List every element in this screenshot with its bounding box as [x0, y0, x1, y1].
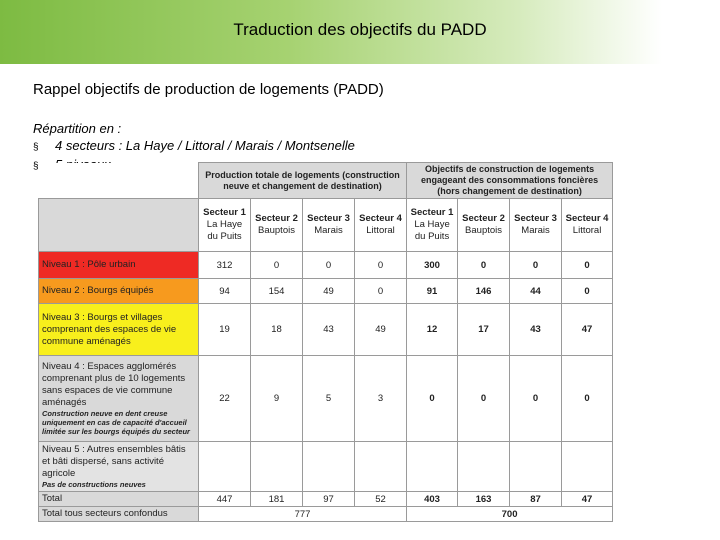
table-row — [39, 356, 613, 442]
column-header — [199, 199, 251, 252]
group-header-objectifs: Objectifs de construction de logements engageant des consommations foncières (hors changement de destination) — [407, 163, 613, 199]
value-cell: 22 — [199, 356, 251, 442]
column-title: Secteur 3 — [514, 213, 557, 224]
column-header — [510, 199, 562, 252]
value-cell: 18 — [251, 304, 303, 356]
bullet-symbol: § — [33, 161, 39, 172]
value-cell: 0 — [458, 252, 510, 279]
value-cell: 0 — [458, 356, 510, 442]
column-sub: Marais — [521, 225, 550, 236]
table-row — [39, 279, 613, 304]
column-sub: La Haye du Puits — [206, 219, 243, 242]
value-cell: 0 — [562, 356, 613, 442]
value-cell: 19 — [199, 304, 251, 356]
column-header — [562, 199, 613, 252]
value-cell: 0 — [355, 252, 407, 279]
row-label: Niveau 4 : Espaces agglomérés comprenant plus de 10 logements sans espaces de vie commune aménagés — [42, 361, 186, 408]
value-cell — [458, 442, 510, 492]
value-cell: 0 — [510, 252, 562, 279]
total-cell: 181 — [251, 492, 303, 507]
bullet-symbol: § — [33, 142, 39, 153]
value-cell: 5 — [303, 356, 355, 442]
column-sub: Bauptois — [258, 225, 295, 236]
value-cell: 312 — [199, 252, 251, 279]
repartition-bullet — [33, 137, 355, 156]
value-cell: 94 — [199, 279, 251, 304]
column-header — [303, 199, 355, 252]
value-cell: 49 — [303, 279, 355, 304]
grand-total-row — [39, 507, 613, 522]
bullet-text: 4 secteurs : La Haye / Littoral / Marais / Montsenelle — [55, 138, 355, 153]
header-label-cell — [39, 199, 199, 252]
page-title: Traduction des objectifs du PADD — [233, 20, 487, 39]
value-cell — [407, 442, 458, 492]
value-cell: 9 — [251, 356, 303, 442]
table-row — [39, 252, 613, 279]
column-title: Secteur 4 — [565, 213, 609, 224]
row-label: Niveau 3 : Bourgs et villages comprenant des espaces de vie commune aménagés — [39, 304, 199, 356]
repartition-heading: Répartition en : — [33, 121, 122, 136]
value-cell: 43 — [303, 304, 355, 356]
total-cell: 47 — [562, 492, 613, 507]
total-cell: 52 — [355, 492, 407, 507]
table-row — [39, 442, 613, 492]
row-note: Pas de constructions neuves — [42, 480, 146, 489]
value-cell: 154 — [251, 279, 303, 304]
value-cell: 300 — [407, 252, 458, 279]
value-cell — [562, 442, 613, 492]
section-subtitle: Rappel objectifs de production de logements (PADD) — [33, 81, 384, 98]
value-cell: 43 — [510, 304, 562, 356]
grand-total-production: 777 — [199, 507, 407, 522]
total-cell: 97 — [303, 492, 355, 507]
total-row — [39, 492, 613, 507]
row-note: Construction neuve en dent creuse uniquement en cas de capacité d'accueil limitée sur les bourgs équipés du secteur — [42, 409, 190, 436]
value-cell: 44 — [510, 279, 562, 304]
value-cell: 49 — [355, 304, 407, 356]
grand-total-objectifs: 700 — [407, 507, 613, 522]
column-title: Secteur 2 — [462, 213, 505, 224]
row-label-cell — [39, 442, 199, 492]
table-row — [39, 304, 613, 356]
column-sub: Littoral — [366, 225, 395, 236]
value-cell: 0 — [510, 356, 562, 442]
row-label-cell — [39, 356, 199, 442]
value-cell: 0 — [355, 279, 407, 304]
value-cell — [510, 442, 562, 492]
column-sub: Marais — [314, 225, 343, 236]
value-cell — [303, 442, 355, 492]
column-title: Secteur 2 — [255, 213, 298, 224]
padd-table — [38, 162, 613, 522]
value-cell: 17 — [458, 304, 510, 356]
total-cell: 403 — [407, 492, 458, 507]
value-cell: 47 — [562, 304, 613, 356]
row-label: Niveau 5 : Autres ensembles bâtis et bâti dispersé, sans activité agricole — [42, 444, 186, 479]
column-title: Secteur 1 — [203, 207, 246, 218]
value-cell: 0 — [562, 279, 613, 304]
value-cell — [355, 442, 407, 492]
value-cell: 3 — [355, 356, 407, 442]
column-sub: La Haye du Puits — [414, 219, 450, 242]
column-title: Secteur 1 — [410, 207, 454, 218]
value-cell: 0 — [562, 252, 613, 279]
row-label: Niveau 1 : Pôle urbain — [39, 252, 199, 279]
value-cell: 0 — [251, 252, 303, 279]
value-cell — [251, 442, 303, 492]
column-header — [407, 199, 458, 252]
value-cell: 146 — [458, 279, 510, 304]
column-header — [458, 199, 510, 252]
column-sub: Littoral — [572, 225, 602, 236]
total-cell: 447 — [199, 492, 251, 507]
value-cell: 12 — [407, 304, 458, 356]
column-sub: Bauptois — [465, 225, 503, 236]
value-cell: 91 — [407, 279, 458, 304]
column-header — [251, 199, 303, 252]
row-label: Niveau 2 : Bourgs équipés — [39, 279, 199, 304]
corner-cell — [39, 163, 199, 199]
total-cell: 87 — [510, 492, 562, 507]
group-header-production: Production totale de logements (construction neuve et changement de destination) — [199, 163, 407, 199]
column-header — [355, 199, 407, 252]
grand-total-label: Total tous secteurs confondus — [39, 507, 199, 522]
total-label: Total — [39, 492, 199, 507]
value-cell: 0 — [303, 252, 355, 279]
value-cell: 0 — [407, 356, 458, 442]
total-cell: 163 — [458, 492, 510, 507]
value-cell — [199, 442, 251, 492]
column-title: Secteur 4 — [359, 213, 402, 224]
column-title: Secteur 3 — [307, 213, 350, 224]
